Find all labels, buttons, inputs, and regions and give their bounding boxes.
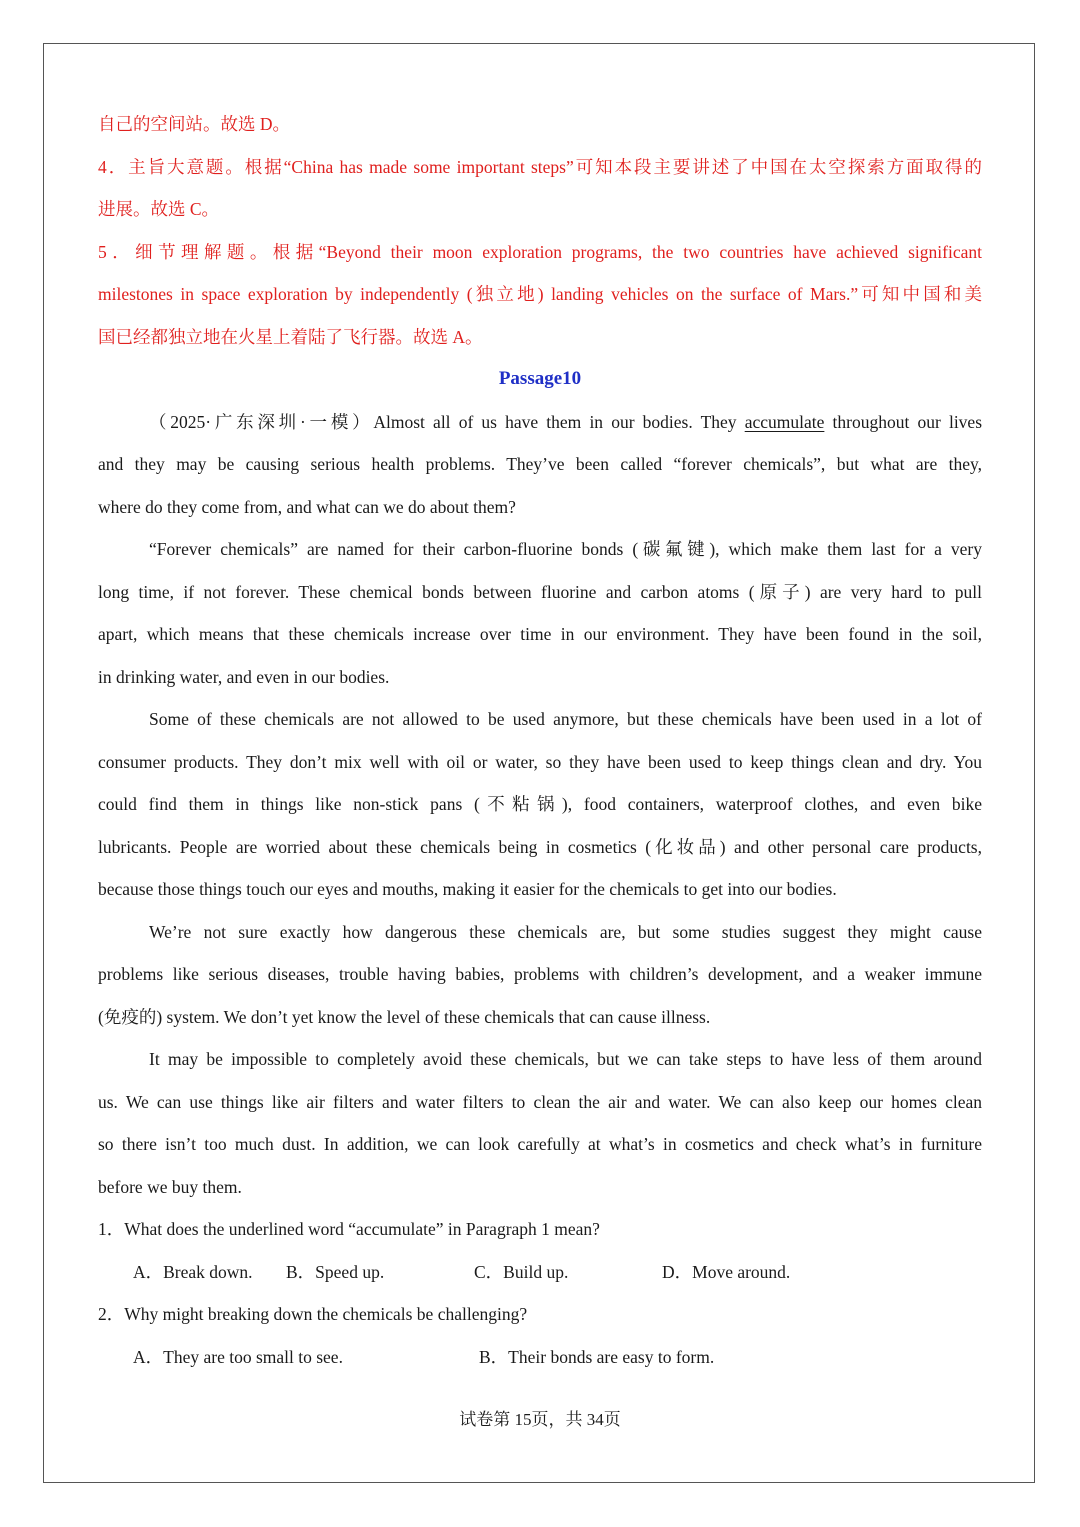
paragraph-5-line: before we buy them. [98,1176,242,1197]
paragraph-2-line: apart, which means that these chemicals increase over time in our environment. They have been found in the soil, [98,624,982,644]
answer-line: 自己的空间站。故选 D。 [98,114,291,134]
answer-5-end: 国已经都独立地在火星上着陆了飞行器。故选 A。 [98,326,483,347]
answer-4-cont: 进展。故选 C。 [98,199,220,219]
answer-4: 4．主旨大意题。根据“China has made some important steps”可知本段主要讲述了中国在太空探索方面取得的 [98,156,982,177]
option-a[interactable]: A．Break down. [133,1261,253,1282]
option-c[interactable]: C．Build up. [474,1261,569,1282]
p1-text-post: throughout our lives [832,411,982,432]
question-1: 1．What does the underlined word “accumulate” in Paragraph 1 mean? [98,1219,600,1239]
option-b[interactable]: B．Their bonds are easy to form. [479,1346,715,1367]
answer-5-cont: milestones in space exploration by independently (独立地) landing vehicles on the surface of Mars.”可知中国和美 [98,284,982,304]
paragraph-3-line: lubricants. People are worried about these chemicals being in cosmetics (化妆品) and other personal care products, [98,836,982,857]
passage-title: Passage10 [498,368,582,389]
option-d[interactable]: D．Move around. [662,1261,791,1282]
paragraph-1-line: and they may be causing serious health problems. They’ve been called “forever chemicals”, but what are they, [98,454,982,474]
paragraph-4-line: We’re not sure exactly how dangerous these chemicals are, but some studies suggest they might cause [149,921,982,942]
paragraph-5-line: us. We can use things like air filters and water filters to clean the air and water. We can also keep our homes clean [98,1091,982,1112]
paragraph-2-line: long time, if not forever. These chemical bonds between fluorine and carbon atoms (原子) are very hard to pull [98,581,982,602]
question-2: 2．Why might breaking down the chemicals be challenging? [98,1304,528,1324]
paragraph-1-line [98,401,982,444]
paragraph-5-line: It may be impossible to completely avoid these chemicals, but we can take steps to have less of them around [149,1049,982,1069]
paragraph-4-line: (免疫的) system. We don’t yet know the level of these chemicals that can cause illness. [98,1006,711,1027]
page-footer: 试卷第 15页，共 34页 [459,1410,621,1429]
paragraph-1-line: where do they come from, and what can we do about them? [98,496,516,517]
option-b[interactable]: B．Speed up. [286,1261,385,1282]
paragraph-3-line: consumer products. They don’t mix well with oil or water, so they have been used to keep things clean and dry. You [98,751,982,772]
underlined-word: accumulate [744,411,825,432]
question-2-options [98,1336,982,1379]
paragraph-3-line: because those things touch our eyes and mouths, making it easier for the chemicals to get into our bodies. [98,879,837,899]
question-1-options [98,1251,982,1294]
p1-text-pre: （2025·广东深圳·一模）Almost all of us have them in our bodies. They [149,411,737,432]
paragraph-2-line: “Forever chemicals” are named for their carbon-fluorine bonds (碳氟键), which make them last for a very [149,539,982,559]
paragraph-2-line: in drinking water, and even in our bodies. [98,666,390,687]
paragraph-4-line: problems like serious diseases, trouble having babies, problems with children’s development, and a weaker immune [98,964,982,984]
page-content [98,103,982,1378]
answer-5: 5．细节理解题。根据“Beyond their moon exploration programs, the two countries have achieved significant [98,241,982,262]
paragraph-3-line: could find them in things like non-stick pans (不粘锅), food containers, waterproof clothes, and even bike [98,794,982,814]
paragraph-3-line: Some of these chemicals are not allowed to be used anymore, but these chemicals have been used in a lot of [149,709,982,729]
paragraph-5-line: so there isn’t too much dust. In addition, we can look carefully at what’s in cosmetics and check what’s in furniture [98,1134,982,1154]
option-a[interactable]: A．They are too small to see. [133,1346,343,1367]
